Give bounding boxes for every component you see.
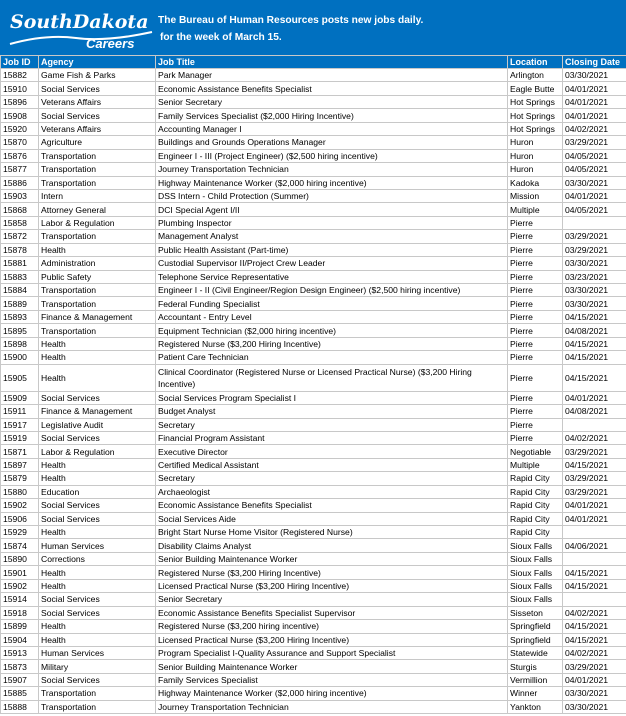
job-id-cell: 15878 (1, 243, 39, 256)
table-row (1, 660, 626, 673)
job-id-cell: 15877 (1, 163, 39, 176)
agency-cell: Finance & Management (39, 310, 156, 323)
closing-date-cell: 04/01/2021 (563, 189, 626, 202)
closing-date-cell (563, 526, 626, 539)
closing-date-cell: 04/15/2021 (563, 458, 626, 471)
table-row (1, 485, 626, 498)
agency-cell: Veterans Affairs (39, 122, 156, 135)
location-cell: Pierre (508, 364, 563, 391)
closing-date-cell: 03/30/2021 (563, 297, 626, 310)
closing-date-cell: 04/05/2021 (563, 203, 626, 216)
job-title-cell: Secretary (156, 418, 508, 431)
table-row (1, 512, 626, 525)
job-id-cell: 15872 (1, 230, 39, 243)
header-banner (0, 0, 626, 55)
table-row (1, 82, 626, 95)
table-row (1, 284, 626, 297)
location-cell: Huron (508, 149, 563, 162)
location-cell: Sioux Falls (508, 552, 563, 565)
location-cell: Yankton (508, 700, 563, 713)
location-cell: Sturgis (508, 660, 563, 673)
job-id-cell: 15899 (1, 620, 39, 633)
table-row (1, 203, 626, 216)
agency-cell: Health (39, 633, 156, 646)
job-title-cell: Patient Care Technician (156, 351, 508, 364)
job-id-cell: 15929 (1, 526, 39, 539)
closing-date-cell: 03/30/2021 (563, 284, 626, 297)
job-title-cell: Archaeologist (156, 485, 508, 498)
agency-cell: Corrections (39, 552, 156, 565)
job-title-cell: Licensed Practical Nurse ($3,200 Hiring Incentive) (156, 579, 508, 592)
location-cell: Pierre (508, 324, 563, 337)
job-title-cell: Certified Medical Assistant (156, 458, 508, 471)
job-title-cell: Engineer I - II (Civil Engineer/Region Design Engineer) ($2,500 hiring incentive) (156, 284, 508, 297)
table-row (1, 579, 626, 592)
closing-date-cell: 04/01/2021 (563, 512, 626, 525)
job-title-cell: Social Services Program Specialist I (156, 391, 508, 404)
table-row (1, 136, 626, 149)
closing-date-cell: 03/23/2021 (563, 270, 626, 283)
table-row (1, 566, 626, 579)
agency-cell: Social Services (39, 109, 156, 122)
agency-cell: Legislative Audit (39, 418, 156, 431)
agency-cell: Transportation (39, 324, 156, 337)
job-title-cell: Equipment Technician ($2,000 hiring incentive) (156, 324, 508, 337)
column-header-closing-date: Closing Date (563, 56, 626, 69)
agency-cell: Social Services (39, 82, 156, 95)
agency-cell: Game Fish & Parks (39, 69, 156, 82)
location-cell: Winner (508, 687, 563, 700)
location-cell: Multiple (508, 458, 563, 471)
location-cell: Springfield (508, 633, 563, 646)
closing-date-cell: 03/29/2021 (563, 136, 626, 149)
agency-cell: Transportation (39, 284, 156, 297)
closing-date-cell: 03/30/2021 (563, 176, 626, 189)
table-row (1, 324, 626, 337)
job-id-cell: 15879 (1, 472, 39, 485)
table-row (1, 472, 626, 485)
header-line-2: for the week of March 15. (160, 32, 282, 43)
location-cell: Arlington (508, 69, 563, 82)
location-cell: Hot Springs (508, 122, 563, 135)
table-row (1, 552, 626, 565)
closing-date-cell: 04/15/2021 (563, 337, 626, 350)
closing-date-cell (563, 552, 626, 565)
job-id-cell: 15884 (1, 284, 39, 297)
table-row (1, 458, 626, 471)
job-title-cell: Senior Secretary (156, 95, 508, 108)
table-row (1, 687, 626, 700)
agency-cell: Intern (39, 189, 156, 202)
jobs-table (0, 55, 626, 714)
location-cell: Pierre (508, 284, 563, 297)
location-cell: Pierre (508, 337, 563, 350)
column-header-agency: Agency (39, 56, 156, 69)
job-id-cell: 15886 (1, 176, 39, 189)
job-title-cell: Highway Maintenance Worker ($2,000 hiring incentive) (156, 687, 508, 700)
location-cell: Rapid City (508, 472, 563, 485)
table-row (1, 257, 626, 270)
job-id-cell: 15902 (1, 579, 39, 592)
agency-cell: Social Services (39, 431, 156, 444)
job-title-cell: DCI Special Agent I/II (156, 203, 508, 216)
agency-cell: Health (39, 337, 156, 350)
location-cell: Pierre (508, 230, 563, 243)
table-row (1, 620, 626, 633)
job-id-cell: 15920 (1, 122, 39, 135)
job-id-cell: 15911 (1, 405, 39, 418)
table-row (1, 230, 626, 243)
job-title-cell: Registered Nurse ($3,200 hiring incentive) (156, 620, 508, 633)
closing-date-cell (563, 593, 626, 606)
table-row (1, 351, 626, 364)
job-id-cell: 15910 (1, 82, 39, 95)
location-cell: Huron (508, 136, 563, 149)
agency-cell: Health (39, 458, 156, 471)
job-id-cell: 15889 (1, 297, 39, 310)
location-cell: Pierre (508, 405, 563, 418)
job-title-cell: Journey Transportation Technician (156, 163, 508, 176)
agency-cell: Social Services (39, 391, 156, 404)
table-row (1, 163, 626, 176)
closing-date-cell: 04/05/2021 (563, 149, 626, 162)
agency-cell: Health (39, 472, 156, 485)
closing-date-cell: 04/02/2021 (563, 646, 626, 659)
location-cell: Rapid City (508, 499, 563, 512)
closing-date-cell: 03/29/2021 (563, 472, 626, 485)
closing-date-cell: 04/08/2021 (563, 324, 626, 337)
job-title-cell: Financial Program Assistant (156, 431, 508, 444)
job-title-cell: Economic Assistance Benefits Specialist (156, 82, 508, 95)
job-id-cell: 15906 (1, 512, 39, 525)
job-title-cell: Senior Building Maintenance Worker (156, 660, 508, 673)
table-row (1, 673, 626, 686)
job-title-cell: Federal Funding Specialist (156, 297, 508, 310)
job-id-cell: 15903 (1, 189, 39, 202)
job-title-cell: Public Health Assistant (Part-time) (156, 243, 508, 256)
agency-cell: Labor & Regulation (39, 216, 156, 229)
table-row (1, 243, 626, 256)
closing-date-cell: 04/15/2021 (563, 579, 626, 592)
location-cell: Kadoka (508, 176, 563, 189)
table-row (1, 310, 626, 323)
table-row (1, 539, 626, 552)
location-cell: Pierre (508, 243, 563, 256)
job-id-cell: 15876 (1, 149, 39, 162)
table-row (1, 270, 626, 283)
closing-date-cell: 04/01/2021 (563, 391, 626, 404)
job-id-cell: 15868 (1, 203, 39, 216)
agency-cell: Health (39, 579, 156, 592)
location-cell: Huron (508, 163, 563, 176)
job-id-cell: 15904 (1, 633, 39, 646)
job-title-cell: Engineer I - III (Project Engineer) ($2,500 hiring incentive) (156, 149, 508, 162)
job-id-cell: 15893 (1, 310, 39, 323)
closing-date-cell: 04/02/2021 (563, 606, 626, 619)
location-cell: Mission (508, 189, 563, 202)
location-cell: Pierre (508, 270, 563, 283)
location-cell: Pierre (508, 297, 563, 310)
location-cell: Vermillion (508, 673, 563, 686)
job-title-cell: Senior Building Maintenance Worker (156, 552, 508, 565)
job-id-cell: 15907 (1, 673, 39, 686)
table-row (1, 431, 626, 444)
closing-date-cell: 04/15/2021 (563, 351, 626, 364)
closing-date-cell: 04/01/2021 (563, 82, 626, 95)
location-cell: Multiple (508, 203, 563, 216)
job-id-cell: 15898 (1, 337, 39, 350)
location-cell: Hot Springs (508, 95, 563, 108)
agency-cell: Finance & Management (39, 405, 156, 418)
table-row (1, 633, 626, 646)
job-id-cell: 15908 (1, 109, 39, 122)
agency-cell: Social Services (39, 593, 156, 606)
job-title-cell: Family Services Specialist (156, 673, 508, 686)
table-row (1, 606, 626, 619)
table-row (1, 405, 626, 418)
job-id-cell: 15909 (1, 391, 39, 404)
job-id-cell: 15897 (1, 458, 39, 471)
agency-cell: Health (39, 243, 156, 256)
agency-cell: Social Services (39, 512, 156, 525)
job-id-cell: 15902 (1, 499, 39, 512)
agency-cell: Military (39, 660, 156, 673)
table-row (1, 297, 626, 310)
closing-date-cell: 03/30/2021 (563, 257, 626, 270)
job-title-cell: Secretary (156, 472, 508, 485)
location-cell: Rapid City (508, 512, 563, 525)
agency-cell: Agriculture (39, 136, 156, 149)
job-title-cell: Management Analyst (156, 230, 508, 243)
table-row (1, 700, 626, 713)
location-cell: Sioux Falls (508, 579, 563, 592)
job-id-cell: 15882 (1, 69, 39, 82)
agency-cell: Transportation (39, 700, 156, 713)
location-cell: Pierre (508, 257, 563, 270)
job-title-cell: Social Services Aide (156, 512, 508, 525)
job-id-cell: 15917 (1, 418, 39, 431)
closing-date-cell: 04/15/2021 (563, 566, 626, 579)
table-row (1, 149, 626, 162)
job-id-cell: 15858 (1, 216, 39, 229)
agency-cell: Human Services (39, 646, 156, 659)
job-id-cell: 15905 (1, 364, 39, 391)
agency-cell: Public Safety (39, 270, 156, 283)
closing-date-cell: 03/29/2021 (563, 445, 626, 458)
closing-date-cell: 04/15/2021 (563, 633, 626, 646)
closing-date-cell: 03/29/2021 (563, 660, 626, 673)
table-row (1, 216, 626, 229)
column-header-job-title: Job Title (156, 56, 508, 69)
job-title-cell: Executive Director (156, 445, 508, 458)
agency-cell: Attorney General (39, 203, 156, 216)
closing-date-cell: 04/15/2021 (563, 310, 626, 323)
job-title-cell: Accounting Manager I (156, 122, 508, 135)
job-id-cell: 15873 (1, 660, 39, 673)
agency-cell: Administration (39, 257, 156, 270)
job-title-cell: Journey Transportation Technician (156, 700, 508, 713)
header-text (158, 12, 423, 46)
location-cell: Statewide (508, 646, 563, 659)
table-row (1, 526, 626, 539)
location-cell: Rapid City (508, 526, 563, 539)
table-row (1, 391, 626, 404)
agency-cell: Transportation (39, 149, 156, 162)
job-id-cell: 15895 (1, 324, 39, 337)
job-id-cell: 15890 (1, 552, 39, 565)
job-id-cell: 15881 (1, 257, 39, 270)
table-row (1, 364, 626, 391)
header-line-1: The Bureau of Human Resources posts new jobs daily. (158, 15, 424, 26)
closing-date-cell: 04/05/2021 (563, 163, 626, 176)
job-title-cell: Registered Nurse ($3,200 Hiring Incentive) (156, 566, 508, 579)
job-id-cell: 15901 (1, 566, 39, 579)
location-cell: Sioux Falls (508, 539, 563, 552)
job-id-cell: 15896 (1, 95, 39, 108)
job-title-cell: Custodial Supervisor II/Project Crew Leader (156, 257, 508, 270)
closing-date-cell: 04/01/2021 (563, 673, 626, 686)
job-id-cell: 15874 (1, 539, 39, 552)
agency-cell: Health (39, 566, 156, 579)
location-cell: Pierre (508, 391, 563, 404)
agency-cell: Transportation (39, 297, 156, 310)
agency-cell: Human Services (39, 539, 156, 552)
logo-text-secondary: Careers (86, 36, 135, 51)
table-row (1, 646, 626, 659)
location-cell: Sioux Falls (508, 566, 563, 579)
job-id-cell: 15888 (1, 700, 39, 713)
closing-date-cell (563, 216, 626, 229)
closing-date-cell: 03/29/2021 (563, 243, 626, 256)
job-title-cell: Buildings and Grounds Operations Manager (156, 136, 508, 149)
closing-date-cell: 04/01/2021 (563, 109, 626, 122)
agency-cell: Health (39, 526, 156, 539)
job-title-cell: Family Services Specialist ($2,000 Hiring Incentive) (156, 109, 508, 122)
job-id-cell: 15913 (1, 646, 39, 659)
job-title-cell: Park Manager (156, 69, 508, 82)
location-cell: Sioux Falls (508, 593, 563, 606)
agency-cell: Education (39, 485, 156, 498)
column-header-location: Location (508, 56, 563, 69)
job-id-cell: 15880 (1, 485, 39, 498)
job-title-cell: Plumbing Inspector (156, 216, 508, 229)
agency-cell: Transportation (39, 163, 156, 176)
job-title-cell: Clinical Coordinator (Registered Nurse or Licensed Practical Nurse) ($3,200 Hiring Incentive) (156, 364, 508, 391)
job-title-cell: Telephone Service Representative (156, 270, 508, 283)
agency-cell: Social Services (39, 673, 156, 686)
agency-cell: Veterans Affairs (39, 95, 156, 108)
agency-cell: Social Services (39, 499, 156, 512)
south-dakota-careers-logo (6, 4, 156, 52)
closing-date-cell: 04/02/2021 (563, 431, 626, 444)
job-id-cell: 15871 (1, 445, 39, 458)
closing-date-cell: 04/06/2021 (563, 539, 626, 552)
closing-date-cell: 03/30/2021 (563, 700, 626, 713)
job-id-cell: 15885 (1, 687, 39, 700)
table-row (1, 499, 626, 512)
job-title-cell: Economic Assistance Benefits Specialist (156, 499, 508, 512)
job-id-cell: 15914 (1, 593, 39, 606)
agency-cell: Transportation (39, 176, 156, 189)
location-cell: Springfield (508, 620, 563, 633)
location-cell: Sisseton (508, 606, 563, 619)
table-row (1, 176, 626, 189)
job-title-cell: Senior Secretary (156, 593, 508, 606)
agency-cell: Transportation (39, 230, 156, 243)
job-id-cell: 15919 (1, 431, 39, 444)
job-title-cell: DSS Intern - Child Protection (Summer) (156, 189, 508, 202)
job-title-cell: Bright Start Nurse Home Visitor (Registered Nurse) (156, 526, 508, 539)
table-row (1, 418, 626, 431)
agency-cell: Health (39, 364, 156, 391)
column-header-job-id: Job ID (1, 56, 39, 69)
table-row (1, 109, 626, 122)
closing-date-cell (563, 418, 626, 431)
job-title-cell: Licensed Practical Nurse ($3,200 Hiring Incentive) (156, 633, 508, 646)
table-row (1, 122, 626, 135)
location-cell: Rapid City (508, 485, 563, 498)
table-row (1, 337, 626, 350)
closing-date-cell: 04/08/2021 (563, 405, 626, 418)
table-row (1, 69, 626, 82)
table-header-row (1, 56, 626, 69)
table-row (1, 593, 626, 606)
agency-cell: Health (39, 620, 156, 633)
job-title-cell: Registered Nurse ($3,200 Hiring Incentive) (156, 337, 508, 350)
location-cell: Pierre (508, 351, 563, 364)
closing-date-cell: 03/29/2021 (563, 485, 626, 498)
job-id-cell: 15900 (1, 351, 39, 364)
agency-cell: Labor & Regulation (39, 445, 156, 458)
location-cell: Pierre (508, 418, 563, 431)
logo-text-primary: SouthDakota (10, 11, 149, 33)
location-cell: Negotiable (508, 445, 563, 458)
job-id-cell: 15870 (1, 136, 39, 149)
job-title-cell: Economic Assistance Benefits Specialist Supervisor (156, 606, 508, 619)
agency-cell: Social Services (39, 606, 156, 619)
location-cell: Eagle Butte (508, 82, 563, 95)
closing-date-cell: 04/01/2021 (563, 95, 626, 108)
job-title-cell: Disability Claims Analyst (156, 539, 508, 552)
closing-date-cell: 03/30/2021 (563, 69, 626, 82)
location-cell: Pierre (508, 431, 563, 444)
location-cell: Pierre (508, 310, 563, 323)
job-title-cell: Accountant - Entry Level (156, 310, 508, 323)
closing-date-cell: 04/15/2021 (563, 364, 626, 391)
job-id-cell: 15918 (1, 606, 39, 619)
agency-cell: Transportation (39, 687, 156, 700)
job-title-cell: Budget Analyst (156, 405, 508, 418)
table-row (1, 95, 626, 108)
job-id-cell: 15883 (1, 270, 39, 283)
agency-cell: Health (39, 351, 156, 364)
table-row (1, 189, 626, 202)
location-cell: Pierre (508, 216, 563, 229)
closing-date-cell: 04/01/2021 (563, 499, 626, 512)
location-cell: Hot Springs (508, 109, 563, 122)
job-title-cell: Program Specialist I-Quality Assurance and Support Specialist (156, 646, 508, 659)
closing-date-cell: 04/15/2021 (563, 620, 626, 633)
closing-date-cell: 03/30/2021 (563, 687, 626, 700)
table-row (1, 445, 626, 458)
job-title-cell: Highway Maintenance Worker ($2,000 hiring incentive) (156, 176, 508, 189)
closing-date-cell: 04/02/2021 (563, 122, 626, 135)
closing-date-cell: 03/29/2021 (563, 230, 626, 243)
